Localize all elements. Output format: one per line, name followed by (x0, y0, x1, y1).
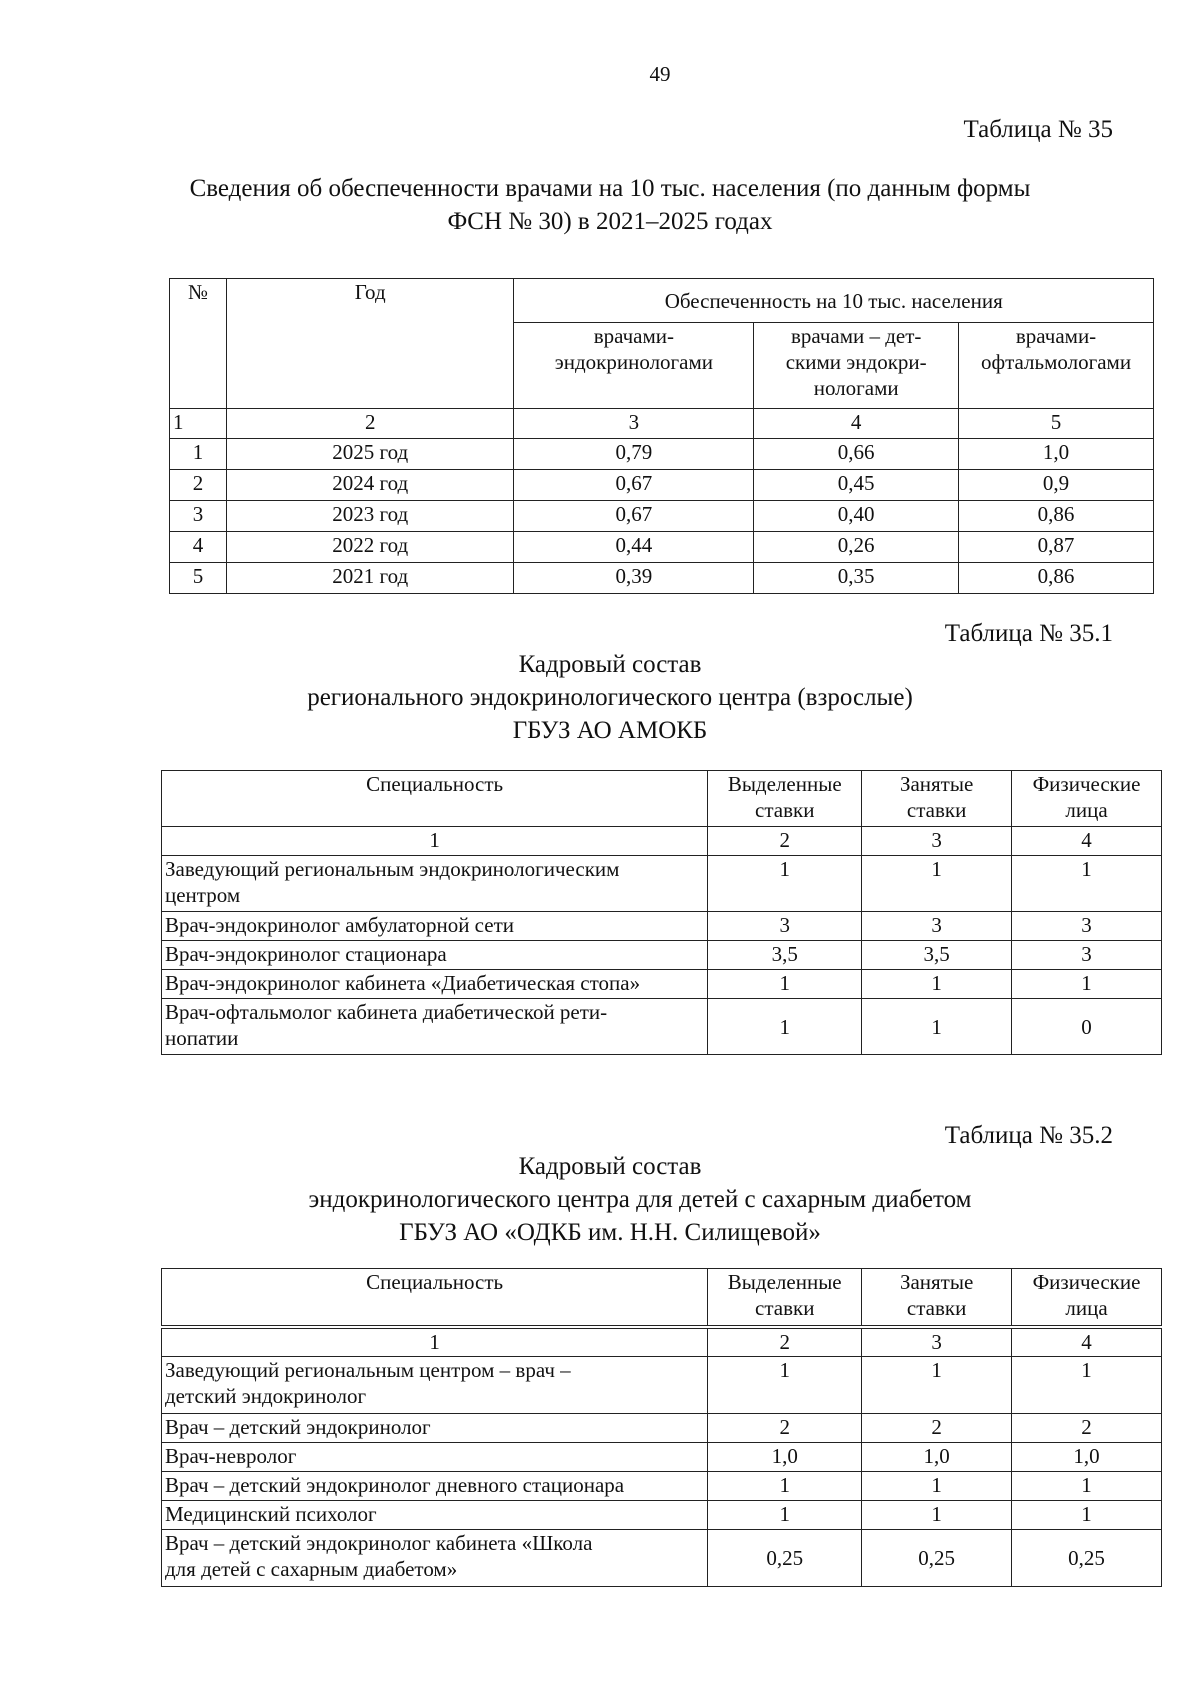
row-physical: 0 (1012, 999, 1162, 1055)
table-35-1-title-line1: Кадровый состав (518, 651, 702, 678)
row-specialty: Врач – детский эндокринолог (162, 1414, 708, 1443)
row-occupied: 1 (862, 1472, 1012, 1501)
index-cell: 1 (170, 409, 227, 439)
header-oph-l2: офтальмологами (981, 350, 1132, 374)
table-35-2-title-line1: Кадровый состав (518, 1153, 702, 1180)
table-row (162, 1501, 1162, 1530)
header-endocrinologists-l1: врачами- (593, 324, 675, 348)
table-row (170, 532, 1154, 563)
row-allocated: 1 (708, 970, 862, 999)
table-row (162, 912, 1162, 941)
row-number: 1 (170, 439, 227, 470)
row-physical: 3 (1012, 912, 1162, 941)
table-35-2-title-line2: эндокринологического центра для детей с сахарным диабетом (308, 1186, 972, 1213)
row-specialty: Врач-эндокринолог стационара (162, 941, 708, 970)
row-specialty (162, 856, 708, 912)
row-specialty: Врач-эндокринолог амбулаторной сети (162, 912, 708, 941)
header-endocrinologists-l2: эндокринологами (554, 350, 714, 374)
row-ophthalmologists: 1,0 (959, 439, 1154, 470)
row-occupied: 1 (862, 999, 1012, 1055)
row-occupied: 2 (862, 1414, 1012, 1443)
header-allocated-rates (708, 1269, 862, 1327)
table-row (162, 1530, 1162, 1587)
row-allocated: 1 (708, 856, 862, 912)
row-specialty (162, 1530, 708, 1587)
index-cell: 4 (1012, 1327, 1162, 1357)
row-specialty (162, 1357, 708, 1414)
table-row (170, 563, 1154, 594)
row-allocated: 1,0 (708, 1443, 862, 1472)
table-35-2-label: Таблица № 35.2 (944, 1122, 1113, 1149)
row-specialty-l2: центром (165, 883, 241, 907)
row-year: 2021 год (226, 563, 514, 594)
row-physical: 1,0 (1012, 1443, 1162, 1472)
row-child-endocrinologists: 0,45 (754, 470, 959, 501)
row-specialty-l1: Заведующий региональным эндокринологическим (165, 857, 620, 881)
table-35-2 (161, 1268, 1162, 1587)
header-occupied-l2: ставки (906, 798, 967, 822)
row-child-endocrinologists: 0,26 (754, 532, 959, 563)
row-allocated: 3 (708, 912, 862, 941)
index-cell: 5 (959, 409, 1154, 439)
header-allocated-l2: ставки (755, 798, 815, 822)
table-row (170, 439, 1154, 470)
header-occupied-rates (862, 771, 1012, 827)
row-endocrinologists: 0,67 (514, 501, 754, 532)
row-ophthalmologists: 0,87 (959, 532, 1154, 563)
header-occupied-l2: ставки (906, 1296, 967, 1320)
row-occupied: 3,5 (862, 941, 1012, 970)
row-specialty-l2: для детей с сахарным диабетом» (165, 1557, 458, 1581)
row-allocated: 3,5 (708, 941, 862, 970)
row-specialty-l2: нопатии (165, 1026, 239, 1050)
row-specialty: Медицинский психолог (162, 1501, 708, 1530)
header-physical-persons (1012, 771, 1162, 827)
row-occupied: 1,0 (862, 1443, 1012, 1472)
row-year: 2025 год (226, 439, 514, 470)
row-number: 5 (170, 563, 227, 594)
row-number: 2 (170, 470, 227, 501)
header-allocated-l1: Выделенные (727, 772, 842, 796)
row-specialty-l1: Врач-офтальмолог кабинета диабетической рети- (165, 1000, 608, 1024)
table-row (162, 1414, 1162, 1443)
table-row (170, 470, 1154, 501)
row-allocated: 0,25 (708, 1530, 862, 1587)
header-occupied-l1: Занятые (899, 1270, 974, 1294)
row-physical: 1 (1012, 856, 1162, 912)
table-35 (169, 278, 1154, 594)
header-occupied-l1: Занятые (899, 772, 974, 796)
header-physical-l2: лица (1065, 1296, 1108, 1320)
row-occupied: 0,25 (862, 1530, 1012, 1587)
index-row (162, 1327, 1162, 1357)
row-number: 4 (170, 532, 227, 563)
table-35-1-label: Таблица № 35.1 (944, 620, 1113, 647)
row-physical: 1 (1012, 1501, 1162, 1530)
table-35-2-title (150, 1150, 1070, 1249)
header-allocated-rates (708, 771, 862, 827)
row-year: 2024 год (226, 470, 514, 501)
header-occupied-rates (862, 1269, 1012, 1327)
row-endocrinologists: 0,39 (514, 563, 754, 594)
row-specialty: Врач-невролог (162, 1443, 708, 1472)
header-physical-l1: Физические (1032, 772, 1141, 796)
row-child-endocrinologists: 0,66 (754, 439, 959, 470)
row-physical: 1 (1012, 1472, 1162, 1501)
header-child-endocrinologists (754, 323, 959, 409)
row-allocated: 1 (708, 999, 862, 1055)
row-physical: 1 (1012, 1357, 1162, 1414)
index-cell: 3 (862, 827, 1012, 856)
table-row (162, 999, 1162, 1055)
row-occupied: 1 (862, 856, 1012, 912)
row-ophthalmologists: 0,9 (959, 470, 1154, 501)
table-row (162, 1472, 1162, 1501)
index-cell: 1 (162, 827, 708, 856)
row-occupied: 1 (862, 970, 1012, 999)
header-physical-l2: лица (1065, 798, 1108, 822)
header-number: № (170, 279, 227, 409)
row-occupied: 1 (862, 1501, 1012, 1530)
row-number: 3 (170, 501, 227, 532)
table-35-2-title-line3: ГБУЗ АО «ОДКБ им. Н.Н. Силищевой» (399, 1219, 821, 1246)
header-allocated-l2: ставки (755, 1296, 815, 1320)
table-35-1-title-line2: регионального эндокринологического центра (взрослые) (307, 684, 913, 711)
index-cell: 3 (862, 1327, 1012, 1357)
index-cell: 2 (708, 1327, 862, 1357)
header-endocrinologists (514, 323, 754, 409)
row-year: 2023 год (226, 501, 514, 532)
index-cell: 4 (754, 409, 959, 439)
table-35-title-line1: Сведения об обеспеченности врачами на 10 тыс. населения (по данным формы (189, 175, 1031, 202)
header-year: Год (226, 279, 514, 409)
table-row (162, 941, 1162, 970)
row-child-endocrinologists: 0,35 (754, 563, 959, 594)
table-row (162, 1443, 1162, 1472)
row-allocated: 1 (708, 1501, 862, 1530)
page-number: 49 (649, 62, 671, 86)
row-physical: 1 (1012, 970, 1162, 999)
index-cell: 2 (226, 409, 514, 439)
row-endocrinologists: 0,44 (514, 532, 754, 563)
row-occupied: 3 (862, 912, 1012, 941)
row-specialty: Врач – детский эндокринолог дневного стационара (162, 1472, 708, 1501)
row-allocated: 1 (708, 1357, 862, 1414)
table-35-title-line2: ФСН № 30) в 2021–2025 годах (447, 208, 773, 235)
row-specialty-l1: Заведующий региональным центром – врач – (165, 1358, 571, 1382)
row-occupied: 1 (862, 1357, 1012, 1414)
table-35-1 (161, 770, 1162, 1055)
header-child-l1: врачами – дет- (790, 324, 922, 348)
index-cell: 2 (708, 827, 862, 856)
header-oph-l1: врачами- (1015, 324, 1097, 348)
index-row (162, 827, 1162, 856)
index-row (170, 409, 1154, 439)
header-physical-persons (1012, 1269, 1162, 1327)
header-allocated-l1: Выделенные (727, 1270, 842, 1294)
row-endocrinologists: 0,79 (514, 439, 754, 470)
index-cell: 3 (514, 409, 754, 439)
row-physical: 2 (1012, 1414, 1162, 1443)
row-ophthalmologists: 0,86 (959, 501, 1154, 532)
table-row (162, 970, 1162, 999)
header-child-l3: нологами (813, 376, 899, 400)
table-35-label: Таблица № 35 (963, 116, 1113, 143)
header-child-l2: скими эндокри- (785, 350, 927, 374)
index-cell: 4 (1012, 827, 1162, 856)
header-ophthalmologists (959, 323, 1154, 409)
row-physical: 0,25 (1012, 1530, 1162, 1587)
row-allocated: 2 (708, 1414, 862, 1443)
row-specialty (162, 999, 708, 1055)
row-physical: 3 (1012, 941, 1162, 970)
row-ophthalmologists: 0,86 (959, 563, 1154, 594)
table-row (162, 856, 1162, 912)
table-35-1-title (150, 648, 1070, 747)
header-specialty: Специальность (162, 771, 708, 827)
table-35-1-title-line3: ГБУЗ АО АМОКБ (512, 717, 708, 744)
table-35-title (150, 172, 1070, 238)
row-child-endocrinologists: 0,40 (754, 501, 959, 532)
table-row (162, 1357, 1162, 1414)
header-specialty: Специальность (162, 1269, 708, 1327)
row-year: 2022 год (226, 532, 514, 563)
row-endocrinologists: 0,67 (514, 470, 754, 501)
row-specialty-l2: детский эндокринолог (165, 1384, 367, 1408)
row-allocated: 1 (708, 1472, 862, 1501)
index-cell: 1 (162, 1327, 708, 1357)
header-provision-group: Обеспеченность на 10 тыс. населения (514, 279, 1154, 323)
header-physical-l1: Физические (1032, 1270, 1141, 1294)
row-specialty-l1: Врач – детский эндокринолог кабинета «Школа (165, 1531, 593, 1555)
table-row (170, 501, 1154, 532)
row-specialty: Врач-эндокринолог кабинета «Диабетическая стопа» (162, 970, 708, 999)
